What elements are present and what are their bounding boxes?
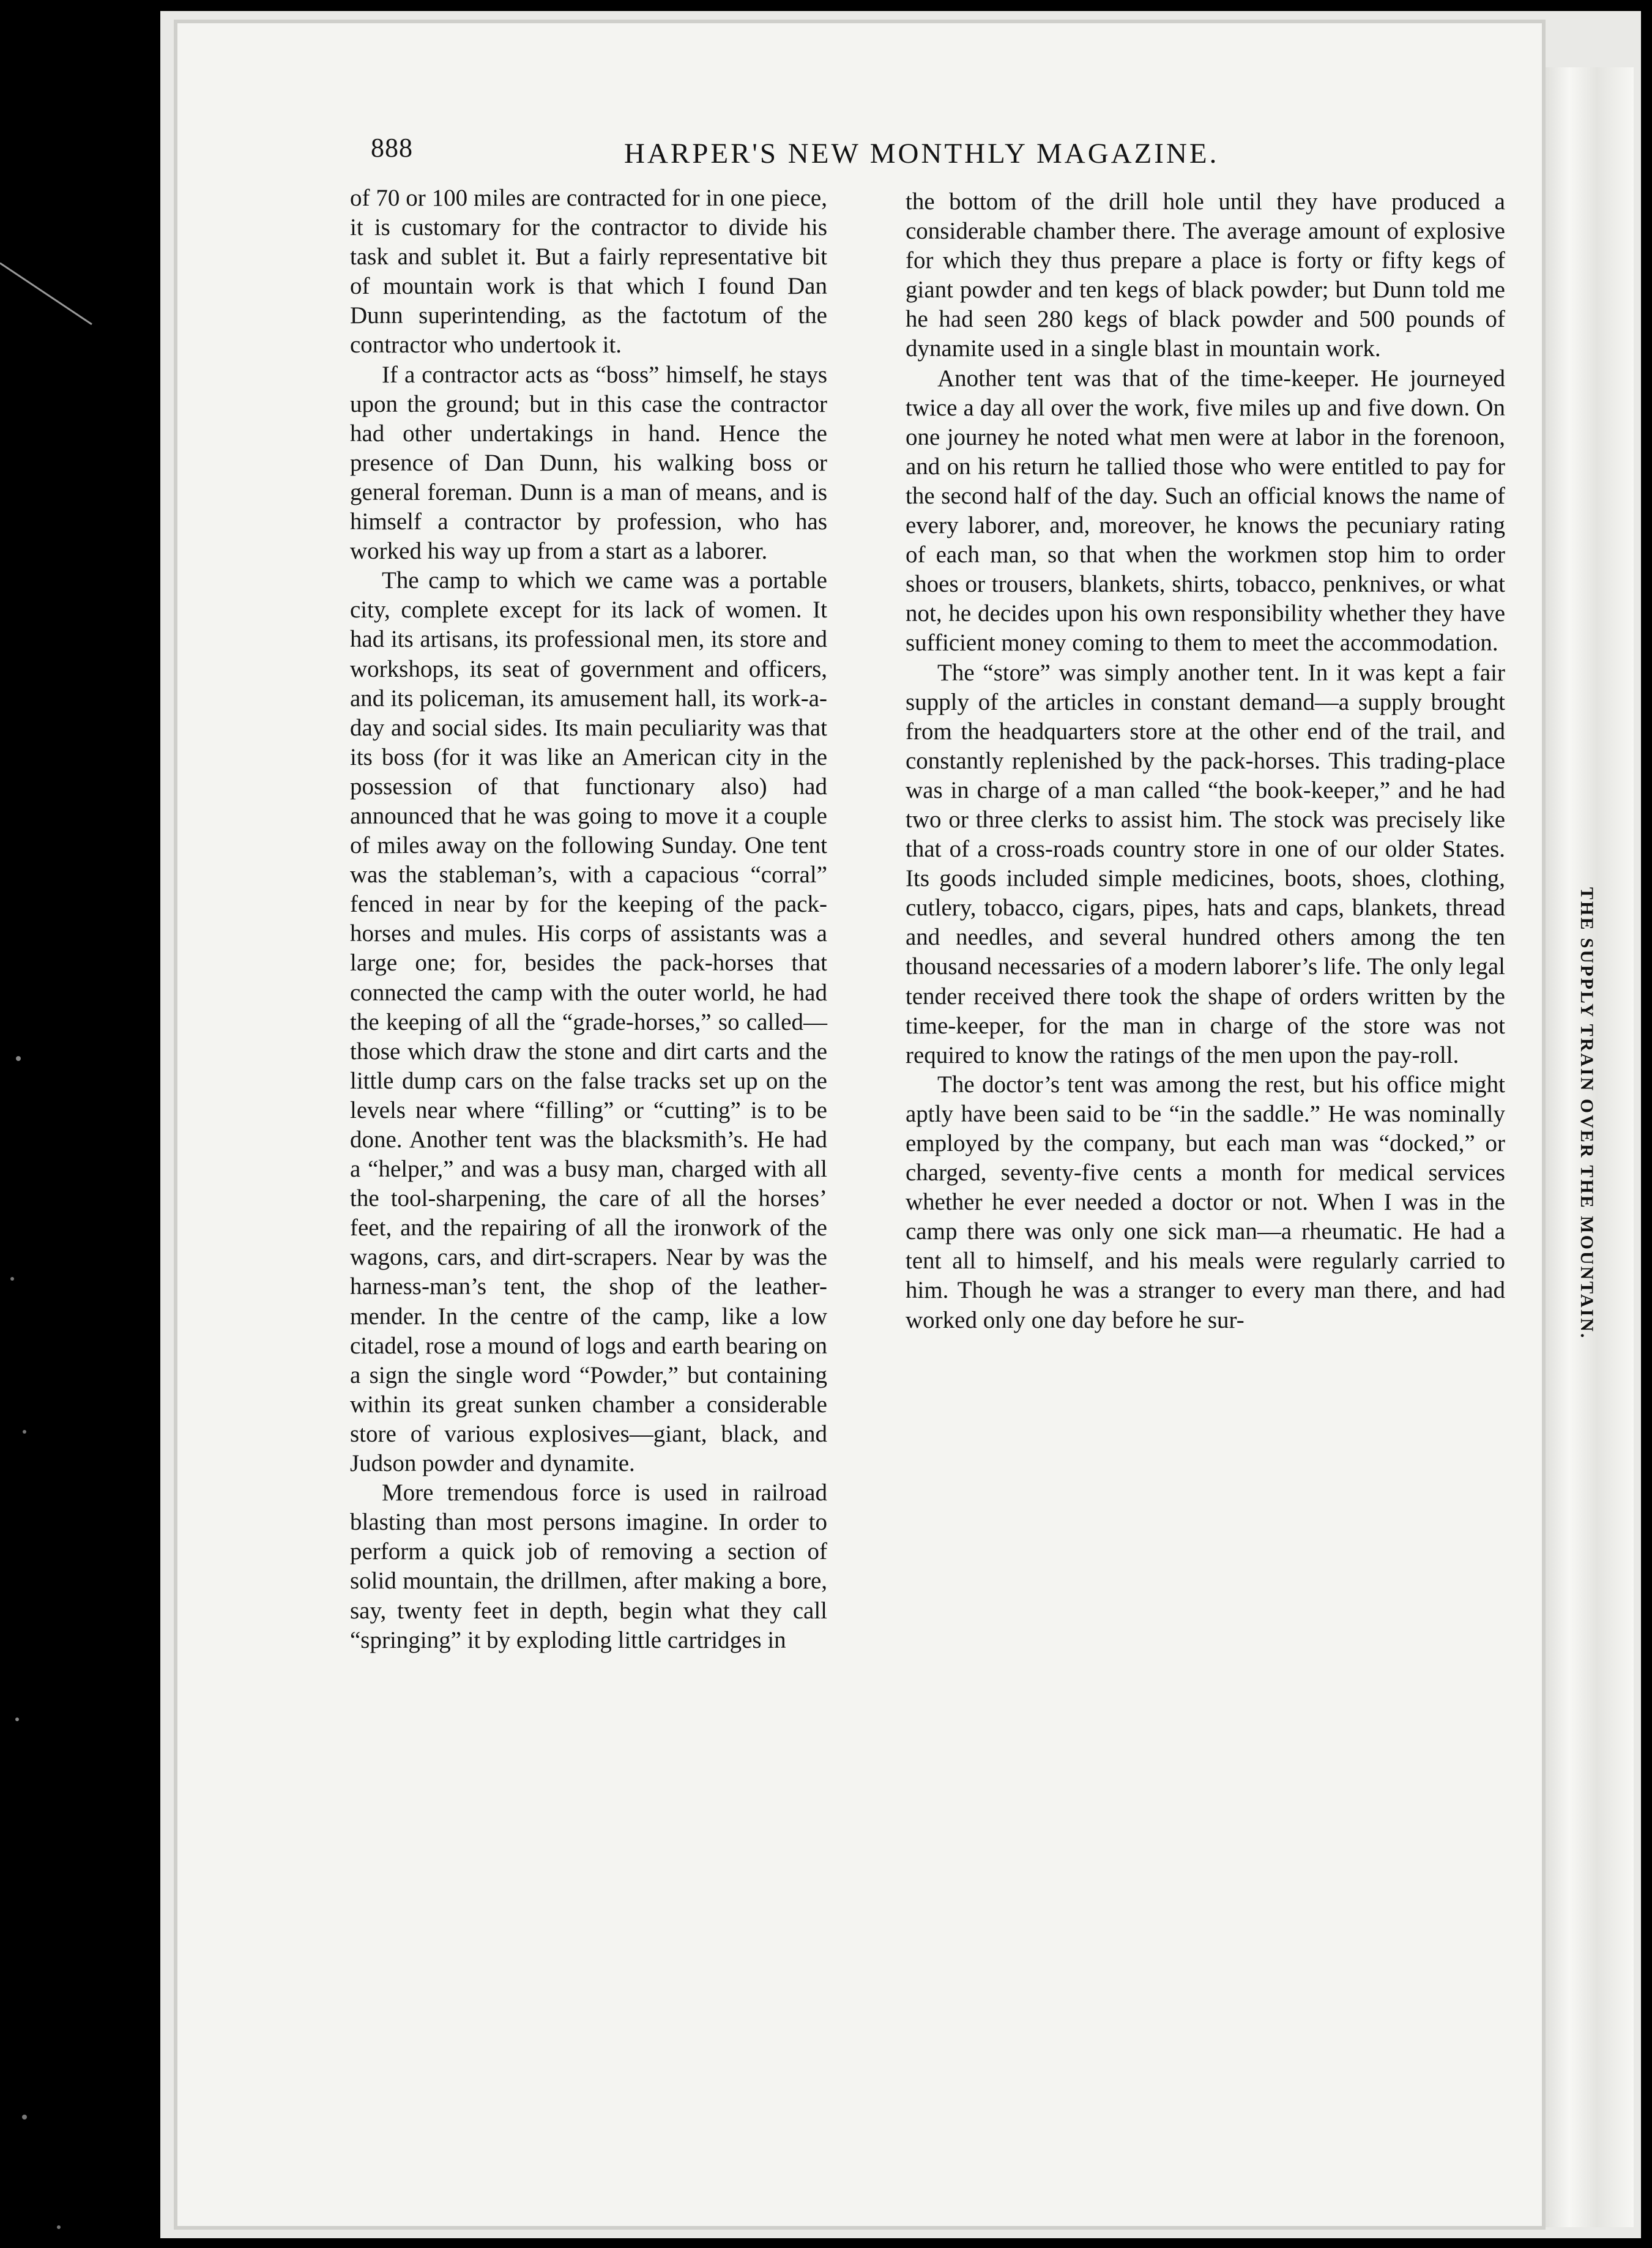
page-number: 888 xyxy=(371,133,413,163)
running-title: HARPER'S NEW MONTHLY MAGAZINE. xyxy=(624,138,1219,169)
paragraph: More tremendous force is used in railroad blasting than most persons imagine. In order to perform a quick job of removing a section of solid mountain, the drillmen, after making a bore, say, twenty feet in depth, begin what they call “springing” it by exploding little cartridges in xyxy=(350,1479,827,1653)
paragraph: If a contractor acts as “boss” himself, he stays upon the ground; but in this case the contractor had other undertakings in hand. Hence the presence of Dan Dunn, his walking boss or general foreman. Dunn is a man of means, and is himself a contractor by profession, who has worked his way up from a start as a laborer. xyxy=(350,361,827,565)
paragraph: Another tent was that of the time-keeper. He journeyed twice a day all over the work, five miles up and five down. On one journey he noted what men were at labor in the forenoon, and on his return he tallied those who were entitled to pay for the second half of the day. Such an official knows the name of every laborer, and, moreover, he knows the pecuniary rating of each man, so that when the workmen stop him to order shoes or trousers, blankets, shirts, tobacco, penknives, or what not, he decides upon his own responsibility whether they have sufficient money coming to them to meet the accommodation. xyxy=(906,365,1505,657)
side-caption: THE SUPPLY TRAIN OVER THE MOUNTAIN. xyxy=(1577,887,1597,1340)
paragraph: The camp to which we came was a portable city, complete except for its lack of women. It had its artisans, its professional men, its store and workshops, its seat of government and officers, and its policeman, its amusement hall, its work-a-day and social sides. Its main peculiarity was that its boss (for it was like an American city in the possession of that functionary also) had announced that he was going to move it a couple of miles away on the following Sunday. One tent was the stableman’s, with a capacious “corral” fenced in near by for the keeping of the pack-horses and mules. His corps of assistants was a large one; for, besides the pack-horses that connected the camp with the outer world, he had the keeping of all the “grade-horses,” so called—those which draw the stone and dirt carts and the little dump cars on the false tracks set up on the levels near where “filling” or “cutting” is to be done. Another tent was the blacksmith’s. He had a “helper,” and was a busy man, charged with all the tool-sharpening, the care of all the horses’ feet, and the repairing of all the ironwork of the wagons, cars, and dirt-scrapers. Near by was the harness-man’s tent, the shop of the leather-mender. In the centre of the camp, like a low citadel, rose a mound of logs and earth bearing on a sign the single word “Powder,” but containing within its great sunken chamber a considerable store of various explosives—giant, black, and Judson powder and dynamite. xyxy=(350,567,827,1477)
paragraph: The “store” was simply another tent. In it was kept a fair supply of the articles in constant demand—a supply brought from the headquarters store at the other end of the trail, and constantly replenished by the pack-horses. This trading-place was in charge of a man called “the book-keeper,” and he had two or three clerks to assist him. The stock was precisely like that of a cross-roads country store in one of our older States. Its goods included simple medicines, boots, shoes, clothing, cutlery, tobacco, cigars, pipes, hats and caps, blankets, thread and needles, and several hundred others among the ten thousand necessaries of a modern laborer’s life. The only legal tender received there took the shape of orders written by the time-keeper, for the man in charge of the store was not required to know the ratings of the men upon the pay-roll. xyxy=(906,659,1505,1068)
paragraph: of 70 or 100 miles are contracted for in one piece, it is customary for the contractor to divide his task and sublet it. But a fairly representative bit of mountain work is that which I found Dan Dunn superintending, as the factotum of the contractor who undertook it. xyxy=(350,185,827,359)
paragraph: The doctor’s tent was among the rest, but his office might aptly have been said to be “in the saddle.” He was nominally employed by the company, but each man was “docked,” or charged, seventy-five cents a month for medical services whether he ever needed a doctor or not. When I was in the camp there was only one sick man—a rheumatic. He had a tent all to himself, and his meals were regularly carried to him. Though he was a stranger to every man there, and had worked only one day before he sur- xyxy=(906,1071,1505,1333)
scan-specks xyxy=(0,0,159,2248)
right-column xyxy=(906,187,1505,1335)
left-column xyxy=(350,184,827,1655)
paragraph: the bottom of the drill hole until they have produced a considerable chamber there. The average amount of explosive for which they thus prepare a place is forty or fifty kegs of giant powder and ten kegs of black powder; but Dunn told me he had seen 280 kegs of black powder and 500 pounds of dynamite used in a single blast in mountain work. xyxy=(906,188,1505,362)
